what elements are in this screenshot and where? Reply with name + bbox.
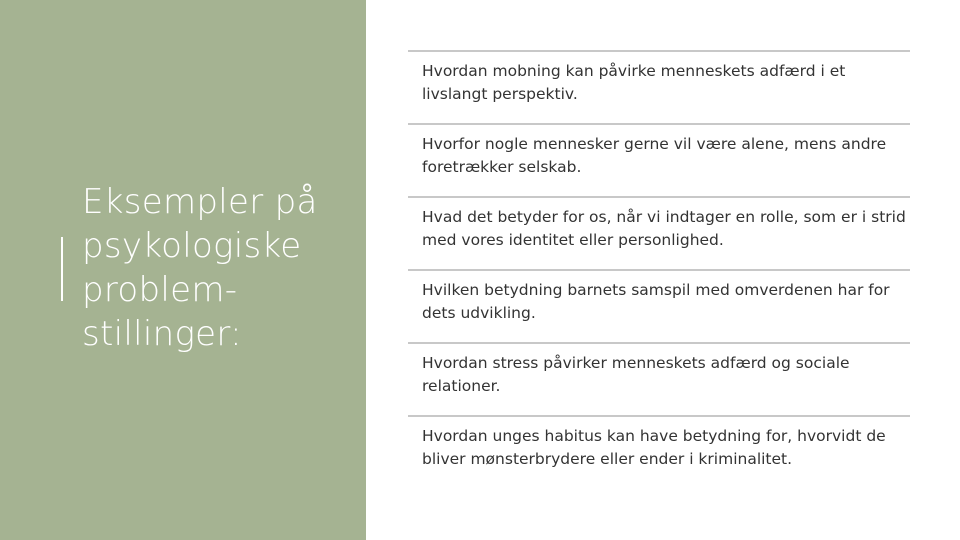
slide-title <box>82 180 352 356</box>
list-item-text: Hvordan mobning kan påvirke menneskets adfærd i et livslangt perspektiv. <box>422 62 846 103</box>
title-line-4: stillinger: <box>82 314 242 354</box>
list-item <box>408 415 910 488</box>
list-item-text: Hvorfor nogle mennesker gerne vil være alene, mens andre foretrækker selskab. <box>422 135 887 176</box>
list-item <box>408 342 910 415</box>
title-panel <box>0 0 366 540</box>
list-item-text: Hvad det betyder for os, når vi indtager en rolle, som er i strid med vores identitet eller personlighed. <box>422 208 906 249</box>
example-list <box>408 50 910 488</box>
accent-bar <box>61 237 63 301</box>
list-item-text: Hvordan unges habitus kan have betydning for, hvorvidt de bliver mønsterbrydere eller ender i kriminalitet. <box>422 427 886 468</box>
list-item <box>408 50 910 123</box>
title-line-2: psykologiske <box>82 226 302 266</box>
title-line-3: problem- <box>82 270 238 310</box>
list-item-text: Hvordan stress påvirker menneskets adfærd og sociale relationer. <box>422 354 850 395</box>
list-item <box>408 196 910 269</box>
list-item-text: Hvilken betydning barnets samspil med omverdenen har for dets udvikling. <box>422 281 890 322</box>
title-line-1: Eksempler på <box>82 182 318 222</box>
list-item <box>408 123 910 196</box>
list-item <box>408 269 910 342</box>
